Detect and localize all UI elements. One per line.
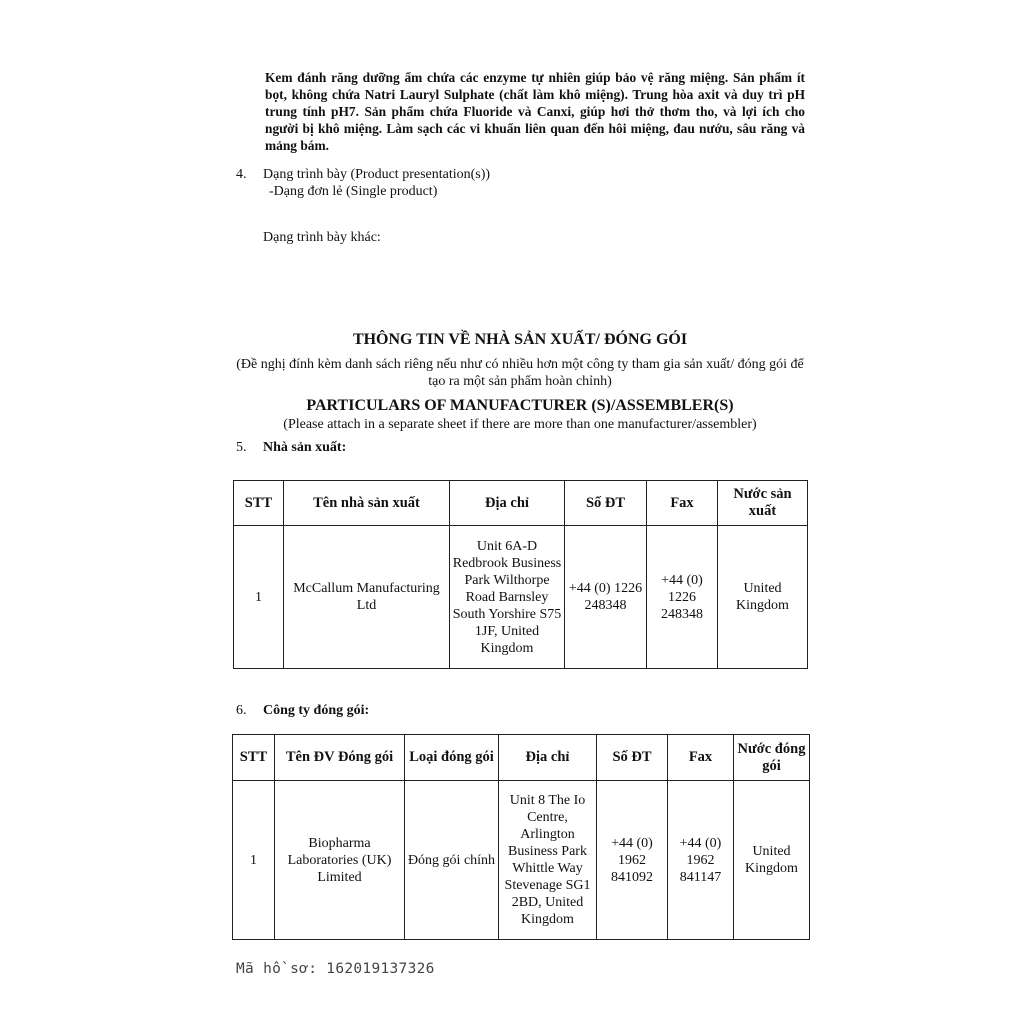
cell-stt: 1 <box>233 781 275 940</box>
section-5-number: 5. <box>236 440 247 455</box>
cell-phone: +44 (0) 1226 248348 <box>565 526 647 669</box>
col-fax: Fax <box>668 735 734 781</box>
section-4-number: 4. <box>236 167 247 182</box>
cell-packager-name: Biopharma Laboratories (UK) Limited <box>275 781 405 940</box>
cell-phone: +44 (0) 1962 841092 <box>597 781 668 940</box>
table-row <box>234 526 808 669</box>
cell-stt: 1 <box>234 526 284 669</box>
cell-country: United Kingdom <box>734 781 810 940</box>
col-phone: Số ĐT <box>565 481 647 526</box>
cell-fax: +44 (0) 1962 841147 <box>668 781 734 940</box>
section-4-other: Dạng trình bày khác: <box>263 230 381 245</box>
table-header-row <box>234 481 808 526</box>
subtitle-vn: (Đề nghị đính kèm danh sách riêng nếu như có nhiều hơn một công ty tham gia sản xuất/ đóng gói để tạo ra một sản phẩm hoàn chỉnh) <box>236 357 804 389</box>
section-4-item: -Dạng đơn lẻ (Single product) <box>269 184 438 199</box>
section-6-number: 6. <box>236 703 247 718</box>
col-stt: STT <box>234 481 284 526</box>
packager-table <box>232 734 810 940</box>
col-fax: Fax <box>647 481 718 526</box>
col-country: Nước đóng gói <box>734 735 810 781</box>
table-row <box>233 781 810 940</box>
cell-address: Unit 8 The Io Centre, Arlington Business Park Whittle Way Stevenage SG1 2BD, United Kingdom <box>499 781 597 940</box>
col-manufacturer-name: Tên nhà sản xuất <box>284 481 450 526</box>
section-4-heading: Dạng trình bày (Product presentation(s)) <box>263 167 491 182</box>
cell-manufacturer-name: McCallum Manufacturing Ltd <box>284 526 450 669</box>
table-header-row <box>233 735 810 781</box>
title-en: PARTICULARS OF MANUFACTURER (S)/ASSEMBLER(S) <box>306 397 734 414</box>
subtitle-en: (Please attach in a separate sheet if there are more than one manufacturer/assembler) <box>283 417 757 432</box>
product-description: Kem đánh răng dưỡng ẩm chứa các enzyme tự nhiên giúp bảo vệ răng miệng. Sản phẩm ít bọt, không chứa Natri Lauryl Sulphate (chất làm khô miệng). Trung hòa axit và duy trì pH trung tính pH7. Sản phẩm chứa Fluoride và Canxi, giúp hơi thở thơm tho, và lợi ích cho người bị khô miệng. Làm sạch các vi khuẩn liên quan đến hôi miệng, đau nướu, sâu răng và mảng bám. <box>265 70 805 153</box>
section-5-label: Nhà sản xuất: <box>263 440 347 455</box>
section-6-label: Công ty đóng gói: <box>263 703 370 718</box>
col-packager-name: Tên ĐV Đóng gói <box>275 735 405 781</box>
col-country: Nước sản xuất <box>718 481 808 526</box>
title-vn: THÔNG TIN VỀ NHÀ SẢN XUẤT/ ĐÓNG GÓI <box>352 331 688 348</box>
col-phone: Số ĐT <box>597 735 668 781</box>
manufacturer-table <box>233 480 808 669</box>
col-address: Địa chỉ <box>450 481 565 526</box>
cell-address: Unit 6A-D Redbrook Business Park Wilthorpe Road Barnsley South Yorshire S75 1JF, United Kingdom <box>450 526 565 669</box>
cell-pack-type: Đóng gói chính <box>405 781 499 940</box>
col-pack-type: Loại đóng gói <box>405 735 499 781</box>
cell-country: United Kingdom <box>718 526 808 669</box>
cell-fax: +44 (0) 1226 248348 <box>647 526 718 669</box>
col-stt: STT <box>233 735 275 781</box>
file-number: Mã hồ sơ: 162019137326 <box>236 961 435 977</box>
col-address: Địa chỉ <box>499 735 597 781</box>
